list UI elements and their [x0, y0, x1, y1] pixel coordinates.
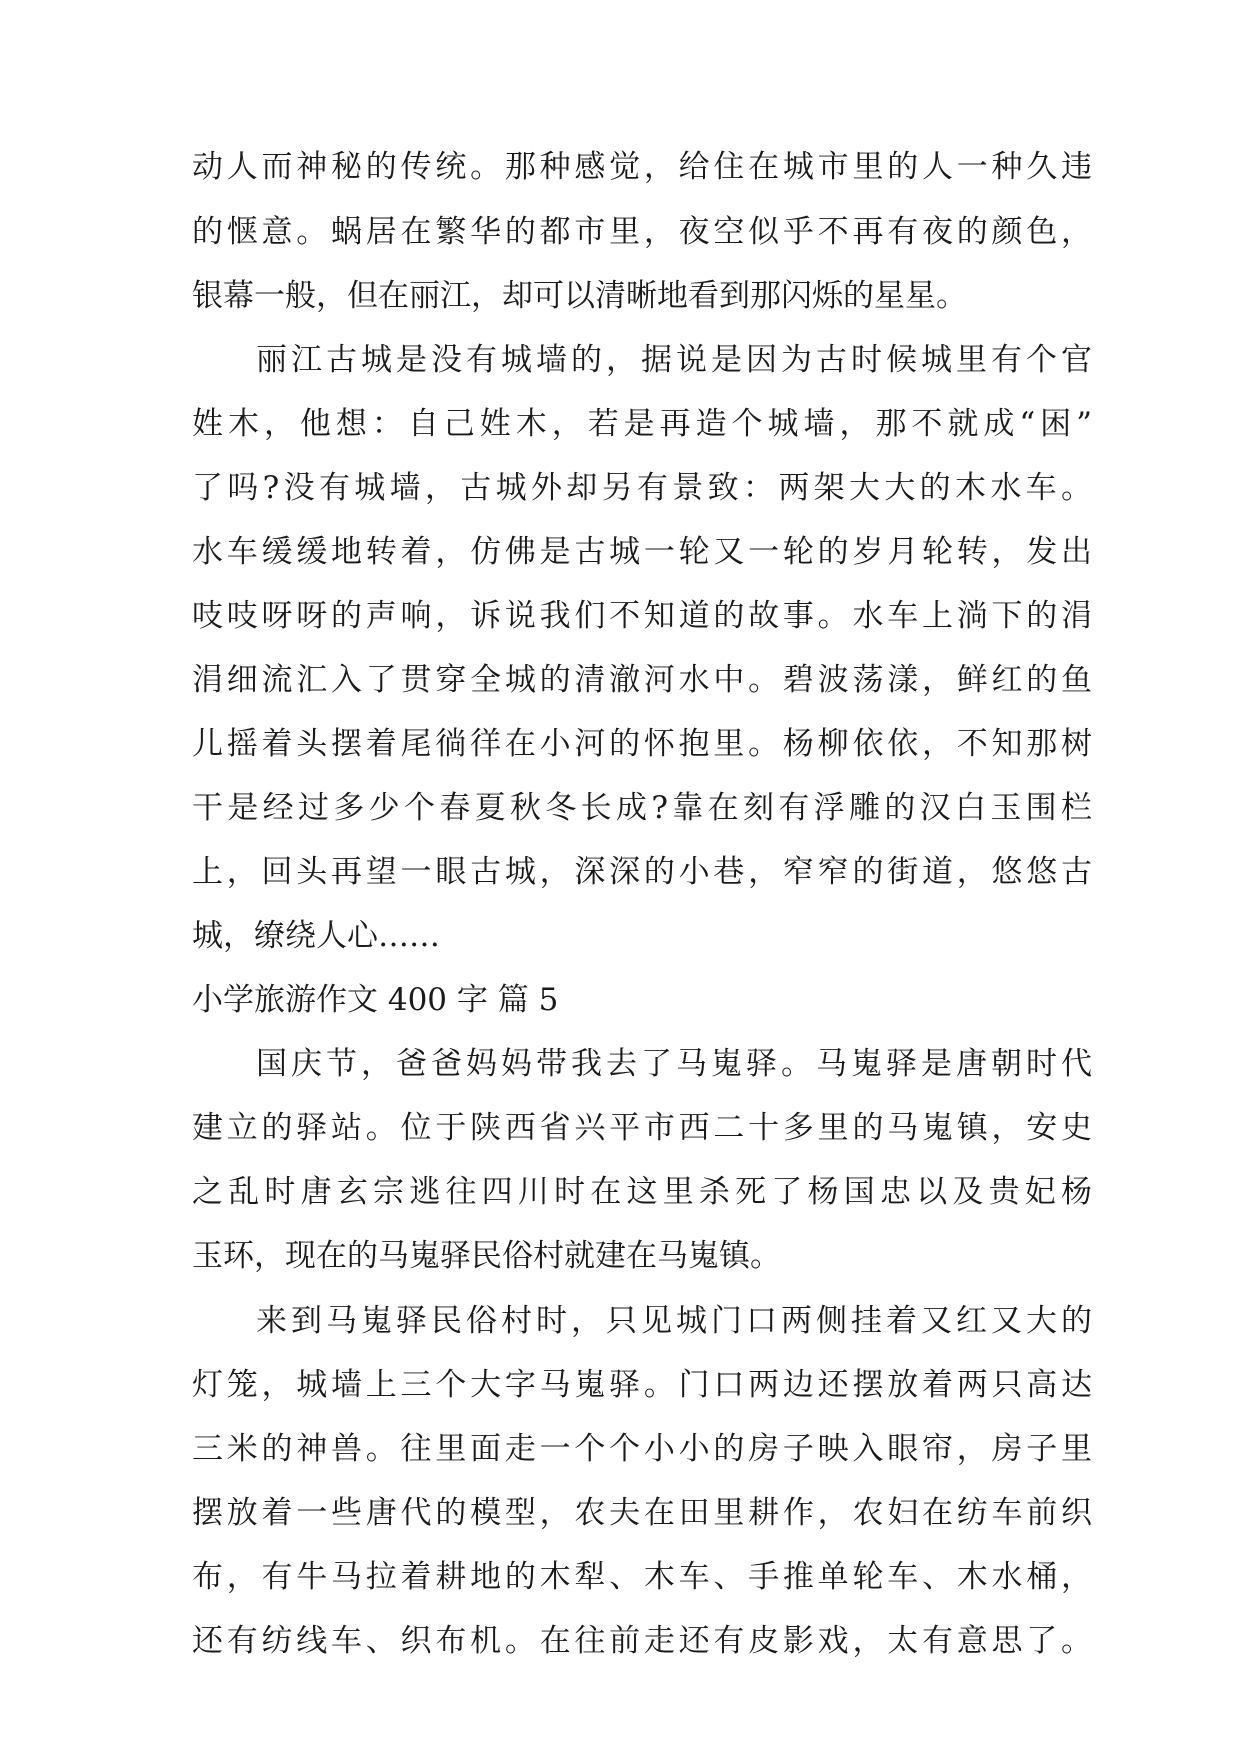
paragraph-1-line-2: 的惬意。蜗居在繁华的都市里，夜空似乎不再有夜的颜色， [192, 214, 1092, 250]
paragraph-4-line-1: 来到马嵬驿民俗村时，只见城门口两侧挂着又红又大的 [256, 1303, 1092, 1339]
paragraph-3-line-4: 玉环，现在的马嵬驿民俗村就建在马嵬镇。 [192, 1238, 781, 1274]
paragraph-2-line-7: 儿摇着头摆着尾徜徉在小河的怀抱里。杨柳依依，不知那树 [192, 726, 1092, 762]
paragraph-2-line-2: 姓木，他想：自己姓木，若是再造个城墙，那不就成“困” [192, 406, 1092, 442]
paragraph-4-line-5: 布，有牛马拉着耕地的木犁、木车、手推单轮车、木水桶， [192, 1559, 1092, 1595]
paragraph-2-line-3: 了吗?没有城墙，古城外却另有景致：两架大大的木水车。 [192, 470, 1092, 506]
paragraph-1-line-3: 银幕一般，但在丽江，却可以清晰地看到那闪烁的星星。 [192, 278, 967, 314]
paragraph-4-line-4: 摆放着一些唐代的模型，农夫在田里耕作，农妇在纺车前织 [192, 1495, 1092, 1531]
section-title: 小学旅游作文 400 字 篇 5 [192, 982, 559, 1018]
paragraph-2-line-8: 干是经过多少个春夏秋冬长成?靠在刻有浮雕的汉白玉围栏 [192, 790, 1092, 826]
paragraph-2-line-4: 水车缓缓地转着，仿佛是古城一轮又一轮的岁月轮转，发出 [192, 534, 1092, 570]
paragraph-4-line-3: 三米的神兽。往里面走一个个小小的房子映入眼帘，房子里 [192, 1431, 1092, 1467]
paragraph-2-line-1: 丽江古城是没有城墙的，据说是因为古时候城里有个官 [256, 342, 1092, 378]
paragraph-2-line-10: 城，缭绕人心…… [192, 918, 440, 954]
paragraph-2-line-9: 上，回头再望一眼古城，深深的小巷，窄窄的街道，悠悠古 [192, 854, 1092, 890]
paragraph-2-line-5: 吱吱呀呀的声响，诉说我们不知道的故事。水车上淌下的涓 [192, 598, 1092, 634]
paragraph-2-line-6: 涓细流汇入了贯穿全城的清澈河水中。碧波荡漾，鲜红的鱼 [192, 662, 1092, 698]
paragraph-4-line-6: 还有纺线车、织布机。在往前走还有皮影戏，太有意思了。 [192, 1623, 1092, 1659]
paragraph-3-line-1: 国庆节，爸爸妈妈带我去了马嵬驿。马嵬驿是唐朝时代 [256, 1046, 1092, 1082]
paragraph-4-line-2: 灯笼，城墙上三个大字马嵬驿。门口两边还摆放着两只高达 [192, 1367, 1092, 1403]
paragraph-1-line-1: 动人而神秘的传统。那种感觉，给住在城市里的人一种久违 [192, 149, 1092, 185]
paragraph-3-line-3: 之乱时唐玄宗逃往四川时在这里杀死了杨国忠以及贵妃杨 [192, 1174, 1092, 1210]
paragraph-3-line-2: 建立的驿站。位于陕西省兴平市西二十多里的马嵬镇，安史 [192, 1110, 1092, 1146]
